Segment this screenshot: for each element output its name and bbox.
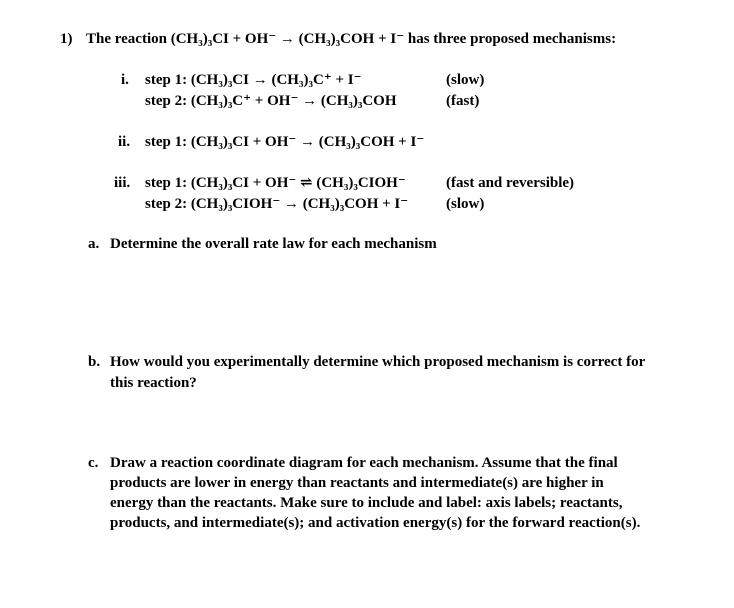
question-intro: The reaction (CH₃)₃CI + OH⁻ → (CH₃)₃COH + I⁻ has three proposed mechanisms:	[86, 31, 617, 47]
part-c-letter: c.	[88, 455, 99, 471]
mechanism-i-step-2-rate: (fast)	[446, 93, 480, 109]
mechanism-i-step-1-rate: (slow)	[446, 72, 485, 88]
question-number: 1)	[60, 31, 73, 47]
part-b-text-line-1: How would you experimentally determine which proposed mechanism is correct for	[110, 354, 646, 370]
mechanism-i-numeral: i.	[121, 72, 129, 88]
mechanism-iii-step-1-equation: step 1: (CH₃)₃CI + OH⁻ ⇌ (CH₃)₃CIOH⁻	[145, 175, 406, 191]
mechanism-ii-numeral: ii.	[118, 134, 131, 150]
part-a-text-line-1: Determine the overall rate law for each mechanism	[110, 236, 437, 252]
mechanism-iii-step-1-rate: (fast and reversible)	[446, 175, 575, 191]
mechanism-iii-step-2-rate: (slow)	[446, 196, 485, 212]
mechanism-i-step-1-equation: step 1: (CH₃)₃CI → (CH₃)₃C⁺ + I⁻	[145, 72, 362, 88]
part-c-text-line-4: products, and intermediate(s); and activation energy(s) for the forward reaction(s).	[110, 515, 641, 531]
part-c-text-line-2: products are lower in energy than reactants and intermediate(s) are higher in	[110, 475, 604, 491]
part-b-letter: b.	[88, 354, 101, 370]
mechanism-iii-numeral: iii.	[114, 175, 131, 191]
mechanism-i-step-2-equation: step 2: (CH₃)₃C⁺ + OH⁻ → (CH₃)₃COH	[145, 93, 397, 109]
part-c-text-line-3: energy than the reactants. Make sure to include and label: axis labels; reactants,	[110, 495, 623, 511]
mechanism-iii-step-2-equation: step 2: (CH₃)₃CIOH⁻ → (CH₃)₃COH + I⁻	[145, 196, 409, 212]
part-a-letter: a.	[88, 236, 100, 252]
part-c-text-line-1: Draw a reaction coordinate diagram for each mechanism. Assume that the final	[110, 455, 618, 471]
mechanism-ii-step-1-equation: step 1: (CH₃)₃CI + OH⁻ → (CH₃)₃COH + I⁻	[145, 134, 425, 150]
part-b-text-line-2: this reaction?	[110, 375, 197, 391]
